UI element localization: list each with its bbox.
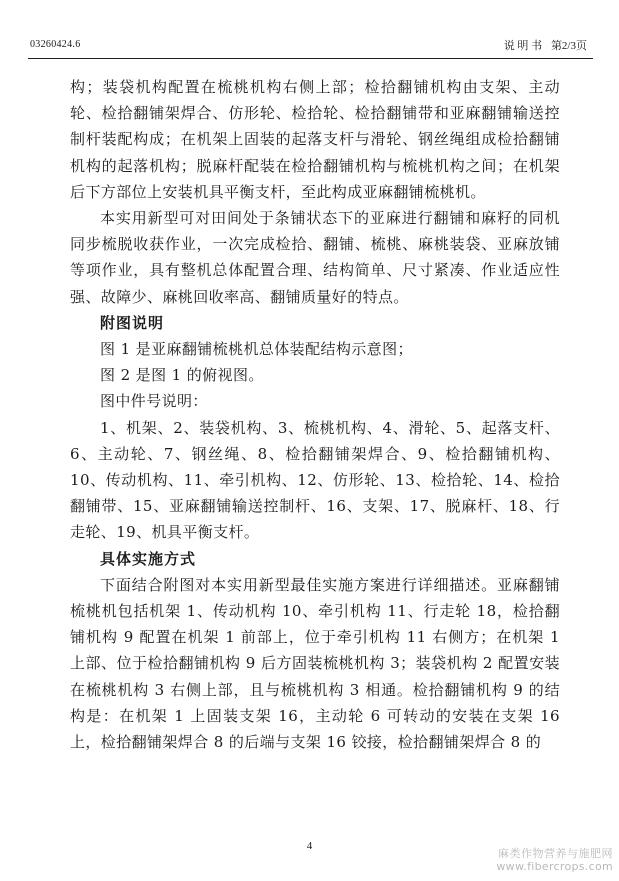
- paragraph-continued: 构；装袋机构配置在梳桃机构右侧上部；检拾翻铺机构由支架、主动轮、检拾翻铺架焊合、仿形轮、检拾轮、检拾翻铺带和亚麻翻铺输送控制杆装配构成；在机架上固装的起落支杆与滑轮、钢丝绳组成检拾翻铺机构的起落机构；脱麻杆配装在检拾翻铺机构与梳桃机构之间；在机架后下方部位上安装机具平衡支杆，至此构成亚麻翻铺梳桃机。: [70, 78, 560, 201]
- figure-2-caption: 图 2 是图 1 的俯视图。: [100, 366, 264, 385]
- watermark-title: 麻类作物营养与施肥网: [498, 847, 613, 860]
- paragraph-embodiment: 下面结合附图对本实用新型最佳实施方案进行详细描述。亚麻翻铺梳桃机包括机架 1、传动机构 10、牵引机构 11、行走轮 18，检拾翻铺机构 9 配置在机架 1 前部上，位于牵引机构 11 右侧方；在机架 1 上部、位于检拾翻铺机构 9 后方固装梳桃机构 3；装袋机构 2 配置安装在梳桃机构 3 右侧上部，且与梳桃机构 3 相通。检拾翻铺机构 9 的结构是：在机架 1 上固装支架 16，主动轮 6 可转动的安装在支架 16 上，检拾翻铺架焊合 8 的后端与支架 16 铰接，检拾翻铺架焊合 8 的: [70, 575, 560, 752]
- header-divider: [28, 58, 593, 59]
- document-number: 03260424.6: [30, 39, 81, 50]
- document-type: 说 明 书: [503, 40, 543, 52]
- page-label: 第2/3页: [550, 40, 587, 52]
- document-body: [70, 74, 560, 755]
- page-number: 4: [306, 840, 313, 852]
- paragraph-advantages: 本实用新型可对田间处于条铺状态下的亚麻进行翻铺和麻籽的同机同步梳脱收获作业，一次完成检拾、翻铺、梳桃、麻桃装袋、亚麻放铺等项作业，具有整机总体配置合理、结构简单、尺寸紧凑、作业适应性强、故障少、麻桃回收率高、翻铺质量好的特点。: [70, 209, 560, 306]
- figure-1-caption: 图 1 是亚麻翻铺梳桃机总体装配结构示意图；: [100, 340, 413, 359]
- site-watermark: [496, 847, 613, 873]
- parts-list-label: 图中件号说明：: [100, 392, 208, 411]
- page-header: [28, 37, 591, 55]
- parts-list: 1、机架、2、装袋机构、3、梳桃机构、4、滑轮、5、起落支杆、6、主动轮、7、钢丝绳、8、检拾翻铺架焊合、9、检拾翻铺机构、10、传动机构、11、牵引机构、12、仿形轮、13、检拾轮、14、检拾翻铺带、15、亚麻翻铺输送控制杆、16、支架、17、脱麻杆、18、行走轮、19、机具平衡支杆。: [70, 418, 560, 542]
- section-heading-figures: 附图说明: [100, 313, 165, 332]
- watermark-url: www.fibercrops.com: [496, 860, 613, 873]
- header-right: [498, 37, 587, 53]
- section-heading-embodiment: 具体实施方式: [100, 549, 197, 568]
